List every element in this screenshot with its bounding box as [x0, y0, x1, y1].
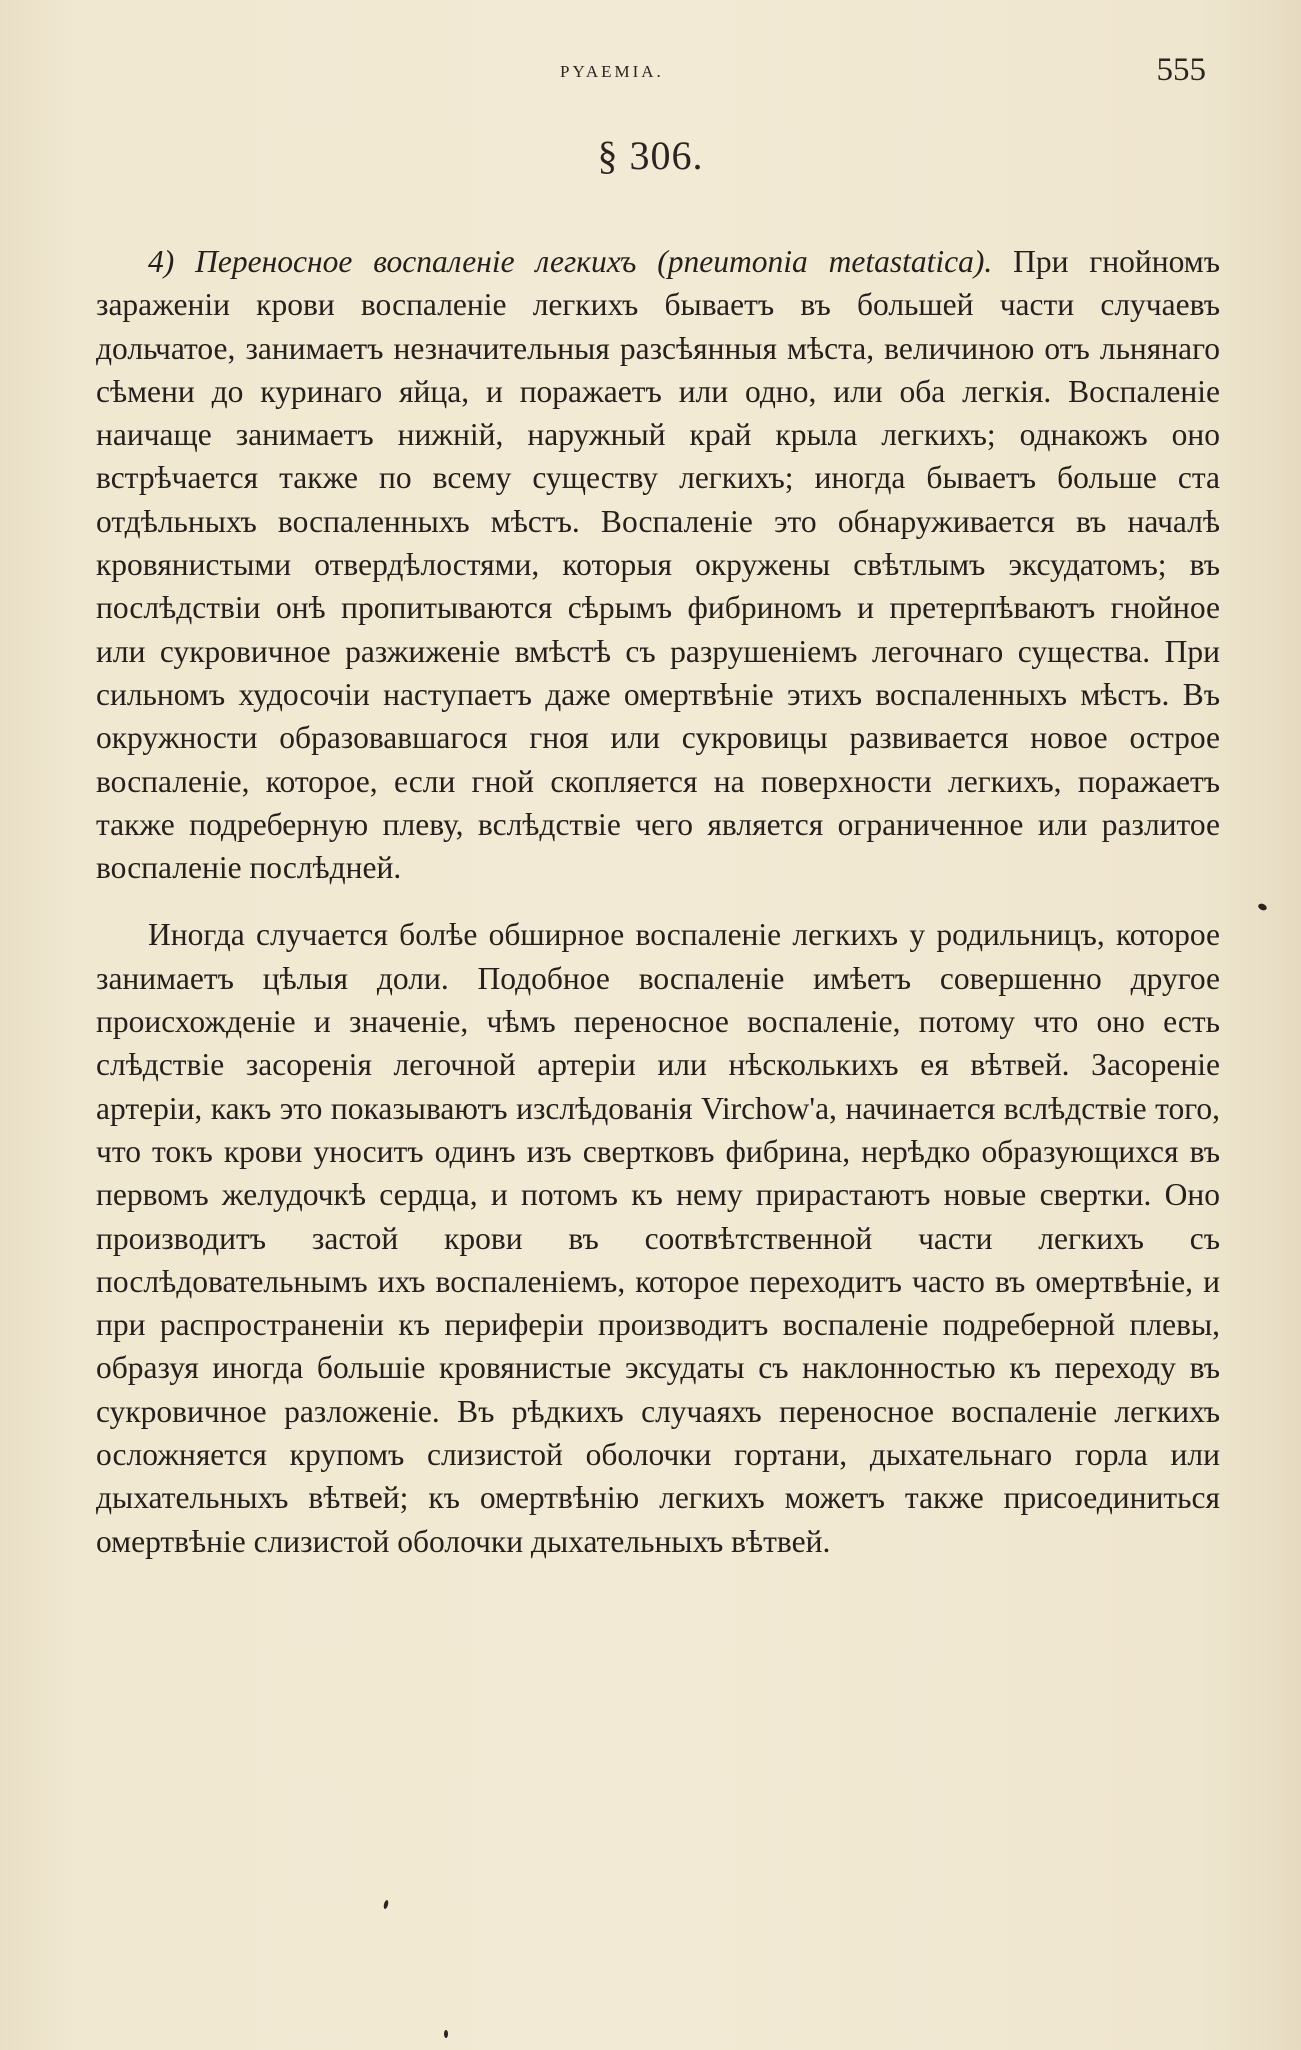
page-number: 555 [1156, 52, 1206, 88]
ink-mark [383, 1900, 389, 1910]
paragraph-text: При гнойномъ зараженіи крови воспаленіе легкихъ бываетъ въ большей части случаевъ дольчатое, занимаетъ незначительныя разсѣянныя мѣста, величиною отъ льнянаго сѣмени до куринаго яйца, и поражаетъ или одно, или оба легкія. Воспаленіе наичаще занимаетъ нижній, наружный край крыла легкихъ; однакожъ оно встрѣчается также по всему существу легкихъ; иногда бываетъ больше ста отдѣльныхъ воспаленныхъ мѣстъ. Воспаленіе это обнаруживается въ началѣ кровянистыми отвердѣлостями, которыя окружены свѣтлымъ эксудатомъ; въ послѣдствіи онѣ пропитываются сѣрымъ фибриномъ и претерпѣваютъ гнойное или сукровичное разжиженіе вмѣстѣ съ разрушеніемъ легочнаго существа. При сильномъ худосочіи наступаетъ даже омертвѣніе этихъ воспаленныхъ мѣстъ. Въ окружности образовавшагося гноя или сукровицы развивается новое острое воспаленіе, которое, если гной скопляется на поверхности легкихъ, поражаетъ также подреберную плеву, вслѣдствіе чего является ограниченное или разлитое воспаленіе послѣдней. [96, 244, 1220, 886]
paragraph-text: Иногда случается болѣе обширное воспаленіе легкихъ у родильницъ, которое занимаетъ цѣлыя доли. Подобное воспаленіе имѣетъ совершенно другое происхожденіе и значеніе, чѣмъ переносное воспаленіе, потому что оно есть слѣдствіе засоренія легочной артеріи или нѣсколькихъ ея вѣтвей. Засореніе артеріи, какъ это показываютъ изслѣдованія Virchow'а, начинается вслѣдствіе того, что токъ крови уноситъ одинъ изъ свертковъ фибрина, нерѣдко образующихся въ первомъ желудочкѣ сердца, и потомъ къ нему прирастаютъ новые свертки. Оно производитъ застой крови въ соотвѣтственной части легкихъ съ послѣдовательнымъ ихъ воспаленіемъ, которое переходитъ часто въ омертвѣніе, и при распространеніи къ периферіи производитъ воспаленіе подреберной плевы, образуя иногда большіе кровянистые эксудаты съ наклонностью къ переходу въ сукровичное разложеніе. Въ рѣдкихъ случаяхъ переносное воспаленіе легкихъ осложняется крупомъ слизистой оболочки гортани, дыхательнаго горла или дыхательныхъ вѣтвей; къ омертвѣнію легкихъ можетъ также присоединиться омертвѣніе слизистой оболочки дыхательныхъ вѣтвей. [96, 917, 1220, 1559]
paragraph-2 [96, 913, 1220, 1562]
paragraph-title: Переносное воспаленіе легкихъ (pneumonia metastatica). [195, 244, 993, 279]
paragraph-1 [96, 240, 1220, 889]
ink-mark [1257, 902, 1268, 911]
body-text [96, 240, 1220, 1563]
section-heading: § 306. [597, 133, 704, 178]
running-title: PYAEMIA. [560, 62, 664, 81]
paragraph-number: 4) [148, 244, 175, 279]
running-head [0, 52, 1301, 96]
ink-mark [444, 2030, 448, 2038]
